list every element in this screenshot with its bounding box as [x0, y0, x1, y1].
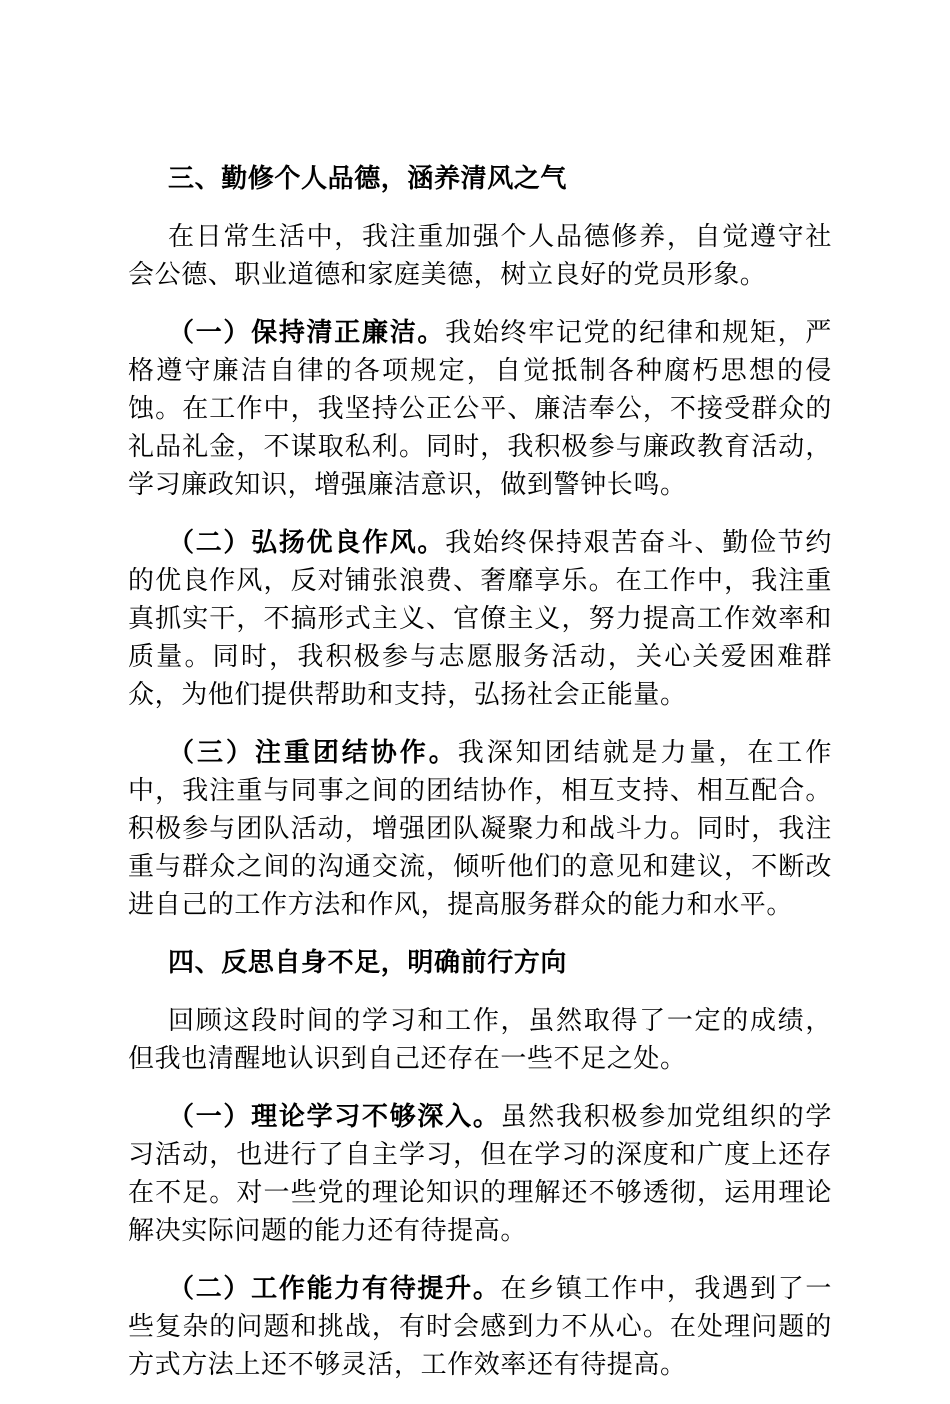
item-lead: （二）弘扬优良作风。	[168, 528, 446, 558]
item-lead: （一）理论学习不够深入。	[168, 1102, 501, 1132]
item-text: 我始终保持艰苦奋斗、勤俭节约的优良作风，反对铺张浪费、奢靡享乐。在工作中，我注重真抓实干，不搞形式主义、官僚主义，努力提高工作效率和质量。同时，我积极参与志愿服务活动，关心关爱困难群众，为他们提供帮助和支持，弘扬社会正能量。	[128, 528, 832, 710]
section-intro: 在日常生活中，我注重加强个人品德修养，自觉遵守社会公德、职业道德和家庭美德，树立良好的党员形象。	[128, 222, 832, 290]
item-text: 我深知团结就是力量，在工作中，我注重与同事之间的团结协作，相互支持、相互配合。积极参与团队活动，增强团队凝聚力和战斗力。同时，我注重与群众之间的沟通交流，倾听他们的意见和建议，不断改进自己的工作方法和作风，提高服务群众的能力和水平。	[128, 738, 832, 920]
list-item	[128, 734, 832, 924]
list-item	[128, 1098, 832, 1250]
section-heading: 四、反思自身不足，明确前行方向	[168, 948, 568, 978]
section-intro: 回顾这段时间的学习和工作，虽然取得了一定的成绩，但我也清醒地认识到自己还存在一些不足之处。	[128, 1006, 832, 1074]
document-body	[128, 160, 832, 1404]
item-lead: （三）注重团结协作。	[168, 738, 458, 768]
item-lead: （一）保持清正廉洁。	[168, 318, 446, 348]
list-item	[128, 524, 832, 714]
section-heading: 三、勤修个人品德，涵养清风之气	[168, 164, 568, 194]
item-lead: （二）工作能力有待提升。	[168, 1274, 501, 1304]
item-text: 我始终牢记党的纪律和规矩，严格遵守廉洁自律的各项规定，自觉抵制各种腐朽思想的侵蚀。在工作中，我坚持公正公平、廉洁奉公，不接受群众的礼品礼金，不谋取私利。同时，我积极参与廉政教育活动，学习廉政知识，增强廉洁意识，做到警钟长鸣。	[128, 318, 832, 500]
list-item	[128, 314, 832, 504]
list-item	[128, 1270, 832, 1384]
item-text: 虽然我积极参加党组织的学习活动，也进行了自主学习，但在学习的深度和广度上还存在不足。对一些党的理论知识的理解还不够透彻，运用理论解决实际问题的能力还有待提高。	[128, 1102, 833, 1246]
item-text: 在乡镇工作中，我遇到了一些复杂的问题和挑战，有时会感到力不从心。在处理问题的方式方法上还不够灵活，工作效率还有待提高。	[128, 1274, 833, 1380]
